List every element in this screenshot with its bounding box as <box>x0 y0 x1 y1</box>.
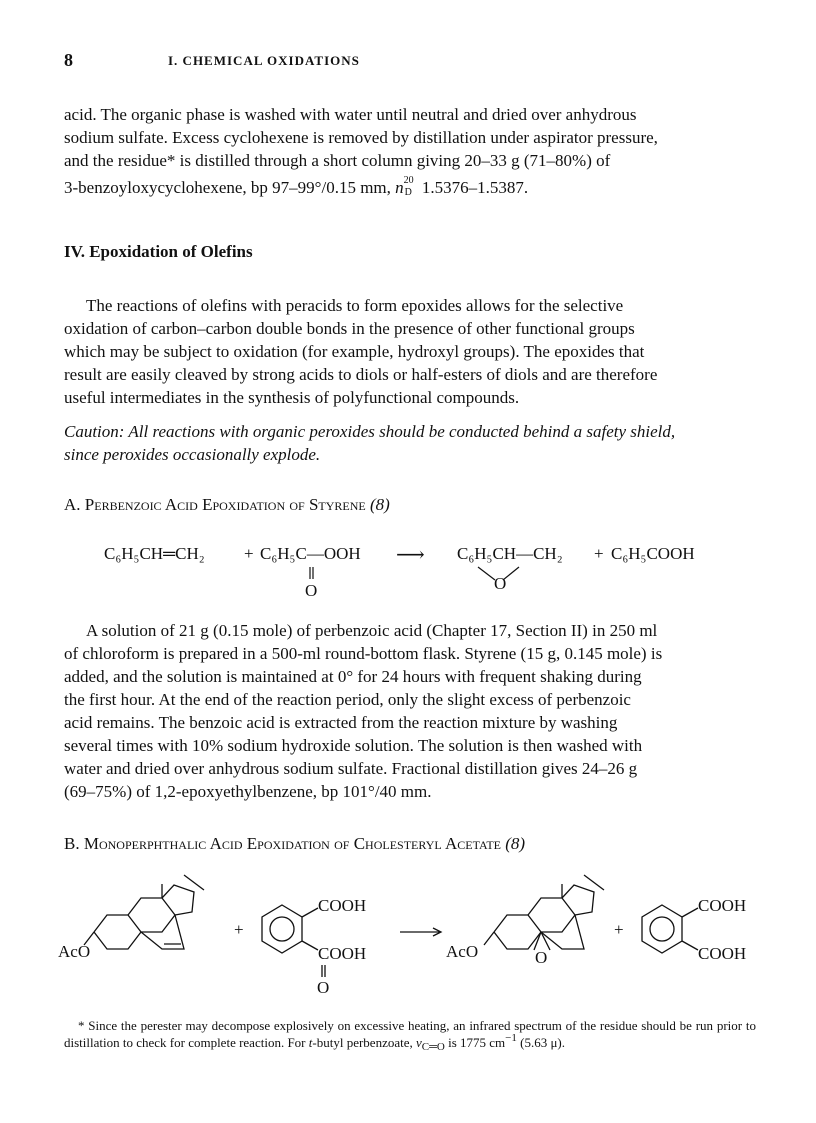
paragraph-line: The reactions of olefins with peracids to form epoxides allows for the selective <box>86 296 624 315</box>
cholesteryl-scheme <box>58 870 756 1000</box>
carboxyl-bond-bottom-right <box>682 941 698 950</box>
section-title-epoxidation: IV. Epoxidation of Olefins <box>64 242 253 261</box>
footnote-text: (5.63 μ). <box>516 1035 566 1050</box>
refractive-index-temperature: 20 <box>403 175 414 186</box>
subsection-letter: B. <box>64 834 80 853</box>
refractive-index-line: D <box>404 187 412 198</box>
caution-note <box>64 420 756 466</box>
equation-plus: + <box>244 544 254 563</box>
refractive-index-n: n <box>395 178 404 197</box>
subsection-title: Perbenzoic Acid Epoxidation of Styrene <box>84 495 366 514</box>
epoxide-oxygen: O <box>535 948 548 967</box>
paragraph-line: water and dried over anhydrous sodium sulfate. Fractional distillation gives 24–26 g <box>64 759 638 778</box>
aromatic-circle-right <box>650 917 674 941</box>
carboxyl-top-right: COOH <box>698 896 747 915</box>
footnote-nu: ν <box>415 1035 422 1050</box>
acetoxy-label-left: AcO <box>58 942 91 961</box>
page-number: 8 <box>64 50 73 70</box>
page-header <box>64 50 756 72</box>
refractive-index-value: 1.5376–1.5387. <box>417 178 529 197</box>
caution-line: since peroxides occasionally explode. <box>64 445 321 464</box>
peroxycarboxyl-left: COOH <box>318 944 367 963</box>
paragraph-line: which may be subject to oxidation (for example, hydroxyl groups). The epoxides that <box>64 342 645 361</box>
carboxyl-bond-top-left <box>302 908 318 917</box>
epoxide-ch2-part: —CH₂ <box>516 544 563 563</box>
subsection-title: Monoperphthalic Acid Epoxidation of Cholesteryl Acetate <box>83 834 501 853</box>
intro-line-last <box>64 176 756 199</box>
steroid-ring-b <box>128 898 175 932</box>
intro-paragraph <box>64 103 756 199</box>
epoxy-steroid-ring-a <box>494 915 541 949</box>
epoxy-steroid-ring-b <box>528 898 575 932</box>
steroid-ring-a <box>94 915 141 949</box>
benzene-ring-right <box>642 905 682 953</box>
paragraph-line: added, and the solution is maintained at 0° for 24 hours with frequent shaking during <box>64 667 642 686</box>
epoxide-bond-left <box>478 567 495 580</box>
equation-product-benzoic-acid: C₆H₅COOH <box>611 544 695 563</box>
scheme-structures <box>64 870 756 1000</box>
steroid-side-chain <box>184 875 204 890</box>
intro-line: acid. The organic phase is washed with water until neutral and dried over anhydrous <box>64 105 637 124</box>
paragraph-line: (69–75%) of 1,2-epoxyethylbenzene, bp 101°/40 mm. <box>64 782 432 801</box>
epoxide-oxygen: O <box>494 574 507 593</box>
scheme-plus: + <box>614 920 624 939</box>
footnote-text: -butyl perbenzoate, <box>312 1035 416 1050</box>
refractive-index-scripts <box>403 175 418 198</box>
styrene-procedure-paragraph <box>64 619 756 803</box>
epoxy-steroid-side-chain <box>584 875 604 890</box>
paragraph-line: several times with 10% sodium hydroxide solution. The solution is then washed with <box>64 736 643 755</box>
footnote <box>64 1017 756 1051</box>
carboxyl-bond-bottom-left <box>302 941 318 950</box>
carboxyl-bottom-right: COOH <box>698 944 747 963</box>
paragraph-line: oxidation of carbon–carbon double bonds in the presence of other functional groups <box>64 319 635 338</box>
footnote-nu-subscript: C═O <box>421 1041 445 1053</box>
equation-plus: + <box>594 544 604 563</box>
steroid-ring-c <box>162 885 194 915</box>
epoxy-steroid-ring-c <box>562 885 594 915</box>
running-head: I. CHEMICAL OXIDATIONS <box>168 53 360 68</box>
paragraph-line: the first hour. At the end of the reaction period, only the slight excess of perbenzoic <box>64 690 631 709</box>
styrene-equation <box>64 540 756 605</box>
epoxide-ring-part: C₆H₅CH <box>457 544 517 563</box>
reaction-arrow: ⟶ <box>396 544 425 566</box>
aromatic-circle-left <box>270 917 294 941</box>
epoxy-aco-bond <box>484 932 494 945</box>
equation-product-epoxide <box>457 544 563 564</box>
benzene-ring-left <box>262 905 302 953</box>
reference-number: (8) <box>370 495 390 514</box>
footnote-italic-t: t <box>308 1035 313 1050</box>
carboxyl-bond-top-right <box>682 908 698 917</box>
acetoxy-label-right: AcO <box>446 942 479 961</box>
caution-line: Caution: All reactions with organic peroxides should be conducted behind a safety shield, <box>64 422 676 441</box>
footnote-text: * Since the perester may decompose explosively on excessive heating, an infrared spectrum of the residue should be run prior to distillation to check for complete reaction. For <box>64 1018 756 1050</box>
paragraph-line: result are easily cleaved by strong acids to diols or half-esters of diols and are therefore <box>64 365 658 384</box>
equation-reactant-styrene: C₆H₅CH═CH₂ <box>104 544 205 563</box>
intro-compound-text: 3-benzoyloxycyclohexene, bp 97–99°/0.15 mm, <box>64 178 396 197</box>
epoxidation-paragraph <box>64 294 756 409</box>
paragraph-line: useful intermediates in the synthesis of polyfunctional compounds. <box>64 388 520 407</box>
intro-line: and the residue* is distilled through a short column giving 20–33 g (71–80%) of <box>64 151 611 170</box>
perbenzoic-peroxy-part: —OOH <box>306 544 361 563</box>
paragraph-line: of chloroform is prepared in a 500-ml round-bottom flask. Styrene (15 g, 0.145 mole) is <box>64 644 663 663</box>
subsection-letter: A. <box>64 495 81 514</box>
footnote-text: is 1775 cm <box>444 1035 506 1050</box>
scheme-plus: + <box>234 920 244 939</box>
subsection-b-heading <box>64 834 525 854</box>
carboxyl-top-left: COOH <box>318 896 367 915</box>
carbonyl-oxygen: O <box>305 581 318 600</box>
paragraph-line: A solution of 21 g (0.15 mole) of perbenzoic acid (Chapter 17, Section II) in 250 ml <box>86 621 658 640</box>
paragraph-line: acid remains. The benzoic acid is extracted from the reaction mixture by washing <box>64 713 618 732</box>
footnote-exponent: −1 <box>505 1032 517 1044</box>
carbonyl-oxygen: O <box>317 978 330 997</box>
intro-line: sodium sulfate. Excess cyclohexene is removed by distillation under aspirator pressure, <box>64 128 658 147</box>
perbenzoic-ring-part: C₆H₅C <box>260 544 307 563</box>
reference-number: (8) <box>505 834 526 853</box>
subsection-a-heading <box>64 495 390 515</box>
